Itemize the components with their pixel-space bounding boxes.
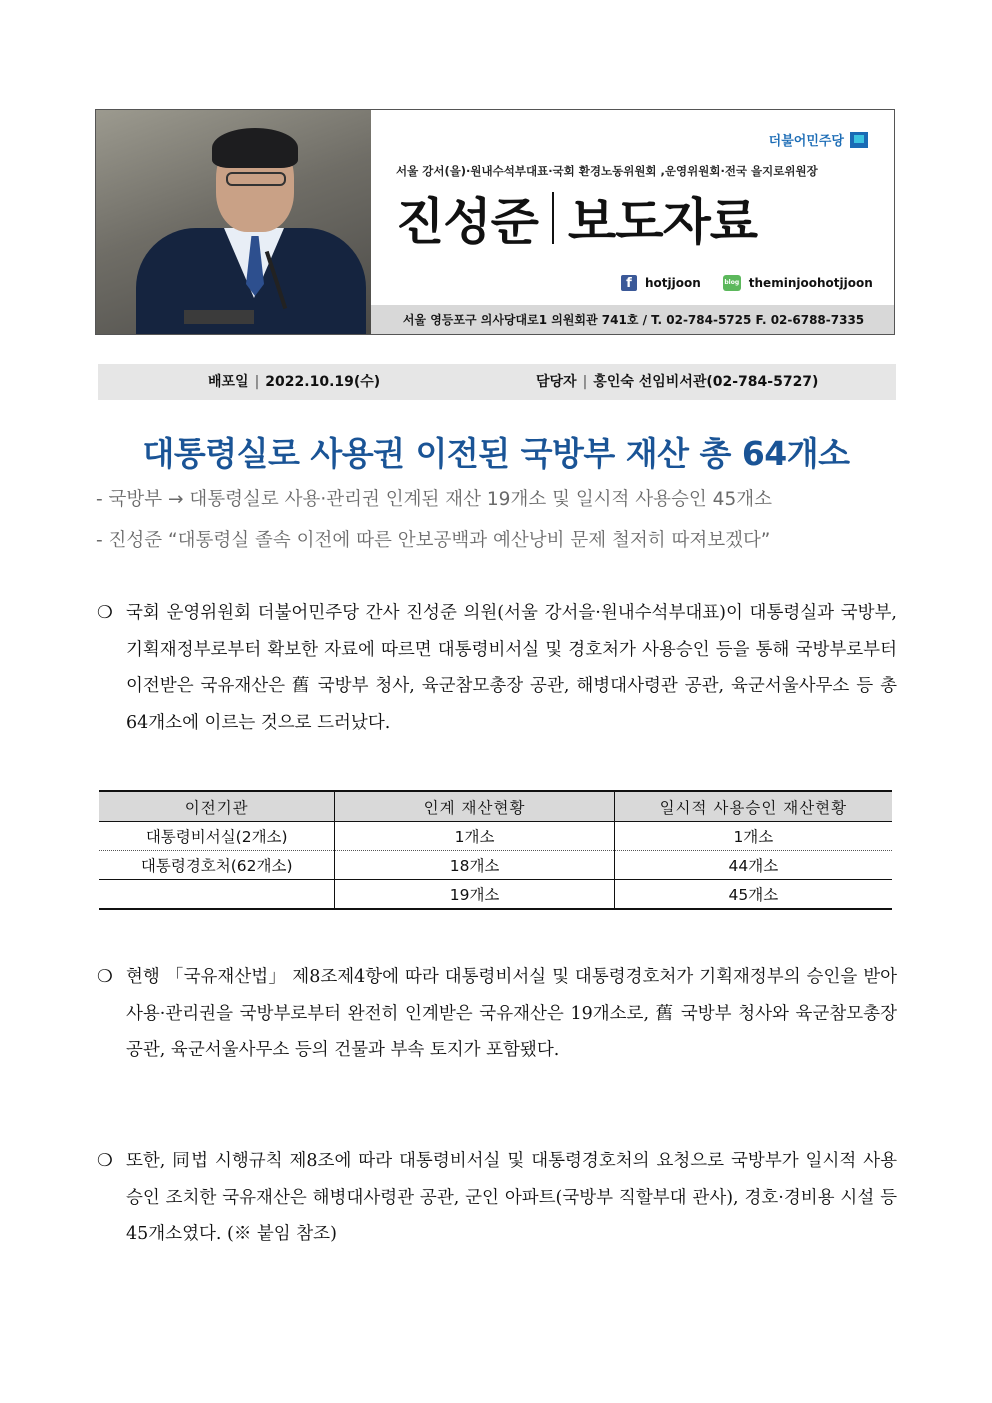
press-banner — [95, 109, 895, 335]
blog-handle[interactable]: theminjoohotjjoon — [748, 276, 873, 290]
table-row — [99, 851, 892, 880]
table-header-row — [99, 791, 892, 822]
table-cell: 1개소 — [614, 822, 892, 851]
paragraph-2 — [97, 959, 897, 1069]
party-name: 더불어민주당 — [768, 134, 844, 149]
doc-type: 보도자료 — [567, 193, 758, 251]
table-cell: 18개소 — [335, 851, 614, 880]
lawmaker-name: 진성준 — [396, 193, 538, 251]
subheading-2: - 진성준 “대통령실 졸속 이전에 따른 안보공백과 예산낭비 문제 철저히 따져보겠다” — [96, 530, 771, 551]
title-divider — [552, 192, 554, 244]
bullet-icon: ❍ — [97, 1151, 113, 1171]
paragraph-1 — [97, 595, 897, 741]
paragraph-text: 현행 「국유재산법」 제8조제4항에 따라 대통령비서실 및 대통령경호처가 기획재정부의 승인을 받아 사용·관리권을 국방부로부터 완전히 인계받은 국유재산은 19개소로, 舊 국방부 청사와 육군참모총장 공관, 육군서울사무소 등의 건물과 부속 토지가 포함됐다. — [126, 967, 897, 1060]
banner-title — [396, 182, 757, 254]
facebook-icon: f — [621, 275, 637, 291]
release-date — [208, 364, 380, 400]
separator: | — [582, 374, 588, 390]
table-cell: 19개소 — [335, 880, 614, 910]
party-flag-icon — [850, 132, 868, 148]
lawmaker-photo — [96, 110, 371, 335]
separator: | — [254, 374, 260, 390]
table-cell: 대통령비서실(2개소) — [99, 822, 335, 851]
party-logo — [769, 130, 868, 149]
table-cell: 대통령경호처(62개소) — [99, 851, 335, 880]
bullet-icon: ❍ — [97, 967, 113, 987]
facebook-handle[interactable]: hotjjoon — [645, 276, 701, 290]
header-temporary: 일시적 사용승인 재산현황 — [614, 791, 892, 822]
paragraph-text: 국회 운영위원회 더불어민주당 간사 진성준 의원(서울 강서을·원내수석부대표)이 대통령실과 국방부, 기획재정부로부터 확보한 자료에 따르면 대통령비서실 및 경호처가 사용승인 등을 통해 국방부로부터 이전받은 국유재산은 舊 국방부 청사, 육군참모총장 공관, 해병대사령관 공관, 육군서울사무소 등 총 64개소에 이르는 것으로 드러났다. — [126, 603, 897, 733]
table-total-row — [99, 880, 892, 910]
office-address: 서울 영등포구 의사당대로1 의원회관 741호 / T. 02-784-5725 F. 02-6788-7335 — [371, 305, 895, 335]
table-cell: 1개소 — [335, 822, 614, 851]
date-value: 2022.10.19(수) — [265, 374, 381, 390]
header-agency: 이전기관 — [99, 791, 335, 822]
lawmaker-roles: 서울 강서(을)·원내수석부대표·국회 환경노동위원회 ,운영위원회·전국 을지로위원장 — [396, 164, 818, 178]
release-info-bar — [98, 364, 896, 400]
contact-label: 담당자 — [536, 374, 577, 390]
header-transferred: 인계 재산현황 — [335, 791, 614, 822]
social-links — [621, 275, 873, 291]
blog-icon: blog — [723, 275, 741, 291]
contact-person — [536, 364, 818, 400]
table-row — [99, 822, 892, 851]
paragraph-text: 또한, 同법 시행규칙 제8조에 따라 대통령비서실 및 대통령경호처의 요청으로 국방부가 일시적 사용승인 조치한 국유재산은 해병대사령관 공관, 군인 아파트(국방부 직할부대 관사), 경호·경비용 시설 등 45개소였다. (※ 붙임 참조) — [126, 1151, 897, 1244]
bullet-icon: ❍ — [97, 603, 113, 623]
property-table — [99, 790, 892, 910]
table-cell: 44개소 — [614, 851, 892, 880]
table-cell: 45개소 — [614, 880, 892, 910]
headline: 대통령실로 사용권 이전된 국방부 재산 총 64개소 — [142, 434, 850, 473]
table-cell — [99, 880, 335, 910]
contact-value: 홍인숙 선임비서관(02-784-5727) — [593, 374, 819, 390]
paragraph-3 — [97, 1143, 897, 1253]
subheading-1: - 국방부 → 대통령실로 사용·관리권 인계된 재산 19개소 및 일시적 사용승인 45개소 — [96, 489, 772, 510]
date-label: 배포일 — [208, 374, 249, 390]
